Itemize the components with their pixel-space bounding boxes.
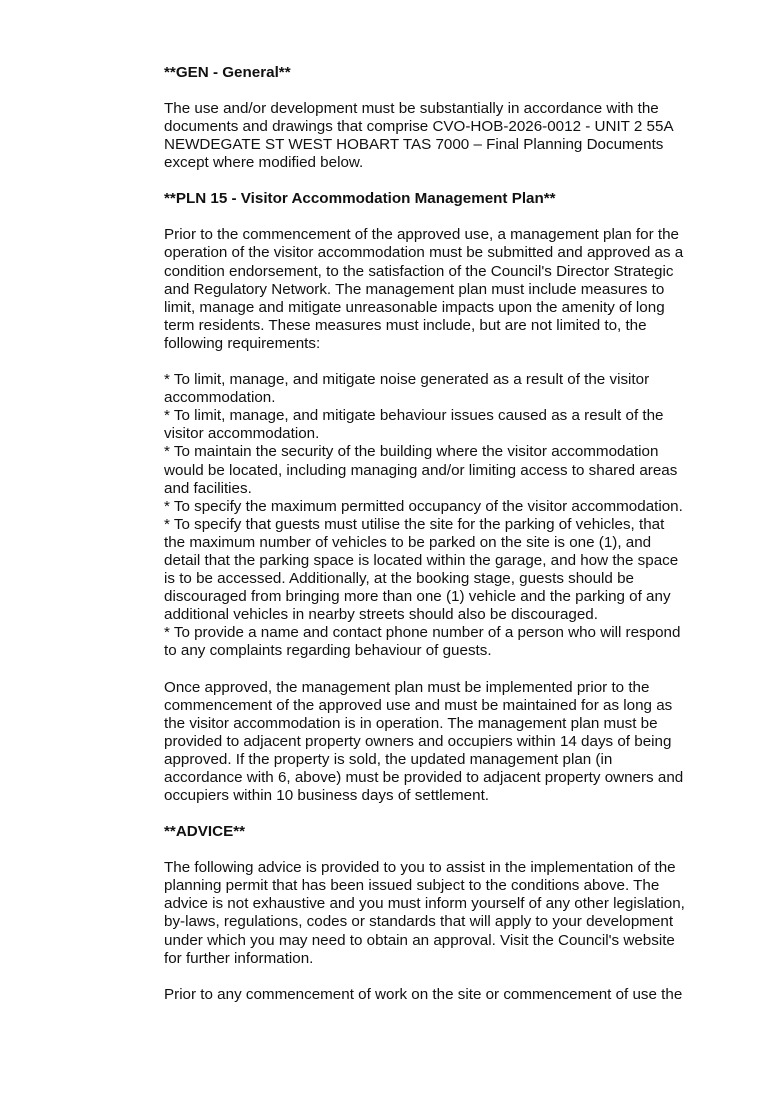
spacer (164, 208, 724, 226)
text-line: except where modified below. (164, 154, 364, 172)
list-line: discouraged from bringing more than one (1) vehicle and the parking of any (164, 588, 671, 606)
text-line: commencement of the approved use and must be maintained for as long as (164, 696, 673, 714)
text-line: term residents. These measures must include, but are not limited to, the (164, 316, 647, 334)
list-line: visitor accommodation. (164, 425, 320, 443)
text-line: provided to adjacent property owners and occupiers within 14 days of being (164, 732, 672, 750)
spacer (164, 172, 724, 190)
text-line: advice is not exhaustive and you must inform yourself of any other legislation, (164, 895, 685, 913)
list-line: * To maintain the security of the building where the visitor accommodation (164, 443, 659, 461)
text-line: and Regulatory Network. The management plan must include measures to (164, 280, 665, 298)
text-line: documents and drawings that comprise CVO-HOB-2026-0012 - UNIT 2 55A (164, 118, 674, 136)
list-line: is to be accessed. Additionally, at the booking stage, guests should be (164, 570, 634, 588)
list-line: to any complaints regarding behaviour of guests. (164, 642, 492, 660)
pln-closing-paragraph (164, 679, 724, 806)
list-line: would be located, including managing and/or limiting access to shared areas (164, 461, 678, 479)
pln-intro-paragraph (164, 226, 724, 353)
text-line: approved. If the property is sold, the updated management plan (in (164, 750, 613, 768)
list-line: the maximum number of vehicles to be parked on the site is one (1), and (164, 533, 652, 551)
text-line: The use and/or development must be substantially in accordance with the (164, 100, 659, 117)
pln-heading: **PLN 15 - Visitor Accommodation Management Plan** (164, 190, 556, 208)
text-line: Prior to any commencement of work on the site or commencement of use the (164, 985, 683, 1003)
pln-requirements-list (164, 371, 724, 661)
advice-paragraph (164, 859, 724, 968)
text-line: operation of the visitor accommodation must be submitted and approved as a (164, 244, 684, 262)
text-line: for further information. (164, 949, 314, 967)
list-line: and facilities. (164, 479, 252, 497)
spacer (164, 805, 724, 823)
list-line: * To specify that guests must utilise the site for the parking of vehicles, that (164, 515, 665, 533)
spacer (164, 661, 724, 679)
list-line: accommodation. (164, 389, 276, 407)
list-line: detail that the parking space is located within the garage, and how the space (164, 551, 679, 569)
spacer (164, 82, 724, 100)
text-line: Once approved, the management plan must be implemented prior to the (164, 678, 650, 696)
advice-heading: **ADVICE** (164, 823, 246, 841)
text-line: under which you may need to obtain an approval. Visit the Council's website (164, 931, 675, 949)
spacer (164, 968, 724, 986)
list-line: * To limit, manage, and mitigate noise generated as a result of the visitor (164, 371, 650, 389)
spacer (164, 841, 724, 859)
text-line: Prior to the commencement of the approved use, a management plan for the (164, 226, 679, 244)
gen-paragraph (164, 100, 724, 172)
text-line: NEWDEGATE ST WEST HOBART TAS 7000 – Final Planning Documents (164, 136, 664, 154)
list-line: * To limit, manage, and mitigate behaviour issues caused as a result of the (164, 407, 664, 425)
list-line: additional vehicles in nearby streets should also be discouraged. (164, 606, 598, 624)
list-line: * To provide a name and contact phone number of a person who will respond (164, 624, 681, 642)
text-line: The following advice is provided to you to assist in the implementation of the (164, 859, 676, 877)
text-line: limit, manage and mitigate unreasonable impacts upon the amenity of long (164, 298, 665, 316)
text-line: by-laws, regulations, codes or standards that will apply to your development (164, 913, 674, 931)
text-line: occupiers within 10 business days of settlement. (164, 787, 490, 805)
list-line: * To specify the maximum permitted occupancy of the visitor accommodation. (164, 497, 683, 515)
spacer (164, 353, 724, 371)
document-page (164, 64, 724, 1004)
gen-heading: **GEN - General** (164, 64, 291, 81)
text-line: following requirements: (164, 334, 321, 352)
text-line: accordance with 6, above) must be provided to adjacent property owners and (164, 769, 684, 786)
final-paragraph (164, 986, 724, 1004)
text-line: the visitor accommodation is in operation. The management plan must be (164, 714, 658, 732)
text-line: condition endorsement, to the satisfaction of the Council's Director Strategic (164, 262, 674, 280)
text-line: planning permit that has been issued subject to the conditions above. The (164, 877, 660, 895)
